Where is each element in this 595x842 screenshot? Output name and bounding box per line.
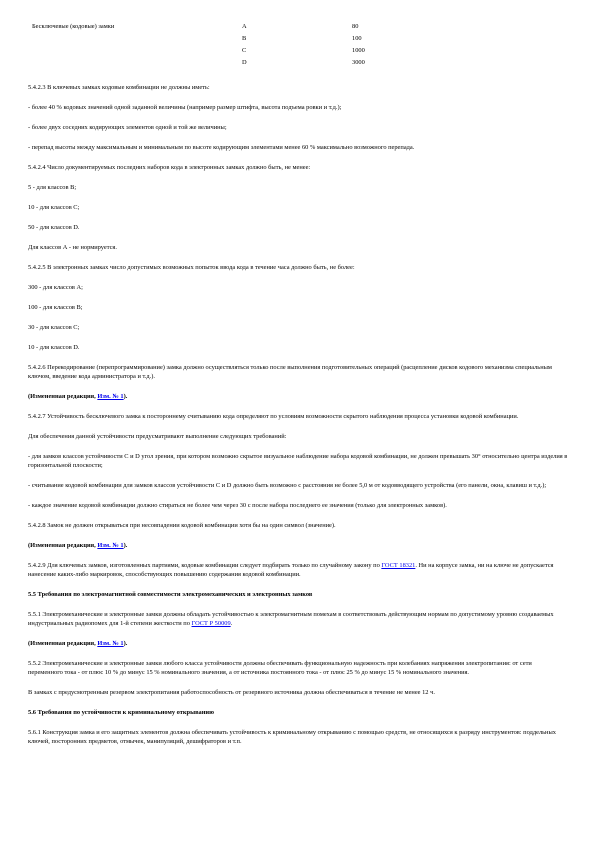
list-item: - более 40 % кодовых значений одной заданной величины (например размер штифта, высота подъема ровки и т.д.); xyxy=(28,104,342,111)
table-row xyxy=(0,58,595,70)
paragraph-text: 5.5.1 Электромеханические и электронные замки должны обладать устойчивостью к электромагнитным помехам в соответствовать действующим нормам по допустимому уровню создаваемых индустриальных радиопомех для 1-й степени жесткости по xyxy=(28,611,554,627)
gost-18321-link[interactable]: ГОСТ 18321 xyxy=(381,562,416,569)
amendment-prefix: (Измененная редакция, xyxy=(28,393,98,400)
paragraph-5-6-1: 5.6.1 Конструкция замка и его защитных элементов должна обеспечивать устойчивость к криминальному открыванию с помощью средств, не относящихся к разряду инструментов: поддельных ключей, посторонних предметов, отмычек, манипуляций, дешифраторов и т.п. xyxy=(28,729,556,745)
amendment-suffix: ). xyxy=(123,393,128,400)
list-item: 10 - для классов D. xyxy=(28,344,80,351)
section-heading-5-6: 5.6 Требования по устойчивости к криминальному открыванию xyxy=(28,709,214,716)
amendment-suffix: ). xyxy=(123,640,128,647)
amendment-prefix: (Измененная редакция, xyxy=(28,640,98,647)
list-item: - для замков классов устойчивости С и D угол зрения, при котором возможно скрытое визуальное наблюдение набора кодовой комбинации, не должен превышать 30° относительно центра изделия в горизонтальной плоскости; xyxy=(28,453,568,469)
paragraph-5-4-2-5: 5.4.2.5 В электронных замках число допустимых возможных попыток ввода кода в течение часа должно быть, не более: xyxy=(28,264,355,271)
list-item: - считывание кодовой комбинации для замков классов устойчивости С и D должно быть возможно с расстояния не более 5,0 м от кодовводящего устройства (его панели, окна, клавиш и т.д.); xyxy=(28,482,547,489)
class-cell: C xyxy=(242,47,247,54)
lock-type-cell: Бесключевые (кодовые) замки xyxy=(32,23,115,30)
list-item: 300 - для классов А; xyxy=(28,284,83,291)
paragraph-5-5-1 xyxy=(28,610,568,628)
amendment-link[interactable]: Изм. № 1 xyxy=(97,542,124,549)
list-item: 50 - для классов D. xyxy=(28,224,80,231)
paragraph-note: Для классов А - не нормируется. xyxy=(28,244,117,251)
list-item: - перепад высоты между максимальным и минимальным по высоте кодирующим элементами менее 60 % максимально возможного перепада. xyxy=(28,144,415,151)
paragraph-text: . Ни на корпусе замка, ни на ключе не допускается нанесение каких-либо маркировок, способствующих повышению содержания кодовой комбинации. xyxy=(28,562,554,578)
amendment-prefix: (Измененная редакция, xyxy=(28,542,98,549)
value-cell: 1000 xyxy=(352,47,365,54)
paragraph-reserve-power: В замках с предусмотренным резервом электропитания работоспособность от резервного источника должна обеспечиваться в течение не менее 12 ч. xyxy=(28,689,435,696)
amendment-note xyxy=(28,541,568,550)
paragraph-5-5-2: 5.5.2 Электромеханические и электронные замки любого класса устойчивости должны обеспечивать функциональную надежность при колебаниях напряжения электропитания: от сети переменного тока - от плюс 10 % до минус 15 % номинального значения, а от источника постоянного тока - от плюс 25 % до минус 15 % номинального значения. xyxy=(28,660,532,676)
amendment-note xyxy=(28,392,568,401)
resistance-table xyxy=(0,22,595,70)
list-item: 100 - для классов В; xyxy=(28,304,83,311)
amendment-link[interactable]: Изм. № 1 xyxy=(97,640,124,647)
paragraph-5-4-2-6: 5.4.2.6 Перекодирование (перепрограммирование) замка должно осуществляться только после выполнения подготовительных операций (расцепление дисков кодового механизма специальным ключом, введение кода администратора и т.д.). xyxy=(28,364,552,380)
table-row xyxy=(0,46,595,58)
class-cell: A xyxy=(242,23,247,30)
paragraph-text: . xyxy=(230,620,233,627)
class-cell: D xyxy=(242,59,247,66)
list-item: 30 - для классов С; xyxy=(28,324,80,331)
list-item: - каждое значение кодовой комбинации должно стираться не более чем через 30 с после набора последнего ее значения (только для электронных замков). xyxy=(28,502,447,509)
gost-r-50009-link[interactable]: ГОСТ Р 50009 xyxy=(191,620,231,627)
value-cell: 100 xyxy=(352,35,362,42)
paragraph-5-4-2-3: 5.4.2.3 В ключевых замках кодовые комбинации не должны иметь: xyxy=(28,84,210,91)
class-cell: B xyxy=(242,35,247,42)
list-item: - более двух соседних кодирующих элементов одной и той же величины; xyxy=(28,124,227,131)
document-body xyxy=(28,83,568,757)
value-cell: 3000 xyxy=(352,59,365,66)
table-row xyxy=(0,34,595,46)
amendment-link[interactable]: Изм. № 1 xyxy=(97,393,124,400)
list-item: 5 - для классов В; xyxy=(28,184,77,191)
amendment-suffix: ). xyxy=(123,542,128,549)
table-row xyxy=(0,22,595,34)
paragraph-5-4-2-8: 5.4.2.8 Замок не должен открываться при несовпадении кодовой комбинации хотя бы на один символ (значение). xyxy=(28,522,336,529)
amendment-note xyxy=(28,639,568,648)
paragraph-text: 5.4.2.9 Для ключевых замков, изготовленных партиями, кодовые комбинации следует подбирать только по случайному закону по xyxy=(28,562,382,569)
paragraph-5-4-2-9 xyxy=(28,561,568,579)
list-item: 10 - для классов С; xyxy=(28,204,80,211)
paragraph-5-4-2-7: 5.4.2.7 Устойчивость бесключевого замка к постороннему считыванию кода определяют по условиям возможности скрытого наблюдения процесса установки кодовой комбинации. xyxy=(28,413,519,420)
section-heading-5-5: 5.5 Требования по электромагнитной совместимости электромеханических и электронных замков xyxy=(28,591,313,598)
value-cell: 80 xyxy=(352,23,359,30)
paragraph-5-4-2-4: 5.4.2.4 Число документируемых последних наборов кода в электронных замках должно быть, не менее: xyxy=(28,164,311,171)
paragraph-requirements: Для обеспечения данной устойчивости предусматривают выполнение следующих требований: xyxy=(28,433,287,440)
